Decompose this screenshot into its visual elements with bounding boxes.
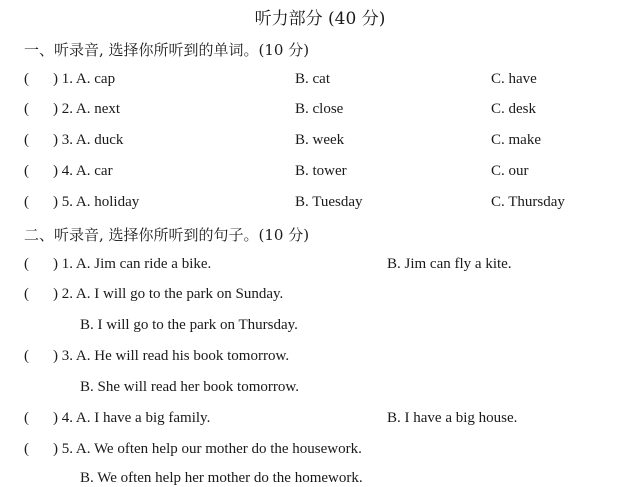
page-title: 听力部分 (40 分) (254, 9, 386, 29)
sentence-question-4 (24, 410, 624, 432)
option-b: B. We often help her mother do the homework. (80, 470, 363, 486)
option-b: B. Tuesday (295, 194, 363, 210)
answer-bracket: ( (24, 256, 29, 272)
answer-bracket: ( (24, 441, 29, 457)
option-a: ) 3. A. He will read his book tomorrow. (53, 348, 290, 364)
option-b: B. Jim can fly a kite. (387, 256, 512, 272)
option-a: ) 2. A. I will go to the park on Sunday. (53, 286, 284, 302)
answer-bracket: ( (24, 132, 29, 148)
option-b: B. tower (295, 163, 347, 179)
answer-bracket: ( (24, 286, 29, 302)
answer-bracket: ( (24, 410, 29, 426)
option-c: C. our (491, 163, 529, 179)
option-a: ) 5. A. We often help our mother do the housework. (53, 441, 362, 457)
word-question-4 (24, 163, 624, 185)
option-a: ) 3. A. duck (53, 132, 124, 148)
option-c: C. make (491, 132, 541, 148)
option-b: B. cat (295, 71, 330, 87)
option-c: C. desk (491, 101, 536, 117)
option-b: B. I have a big house. (387, 410, 518, 426)
option-c: C. have (491, 71, 537, 87)
option-b: B. close (295, 101, 344, 117)
answer-bracket: ( (24, 194, 29, 210)
word-question-3 (24, 132, 624, 154)
answer-bracket: ( (24, 71, 29, 87)
option-a: ) 5. A. holiday (53, 194, 140, 210)
section2-heading: 二、听录音, 选择你所听到的句子。(10 分) (24, 226, 310, 244)
answer-bracket: ( (24, 348, 29, 364)
sentence-question-3 (24, 348, 624, 370)
word-question-1 (24, 71, 624, 93)
option-a: ) 1. A. Jim can ride a bike. (53, 256, 212, 272)
option-a: ) 2. A. next (53, 101, 121, 117)
option-a: ) 4. A. I have a big family. (53, 410, 211, 426)
answer-bracket: ( (24, 163, 29, 179)
option-b: B. I will go to the park on Thursday. (80, 317, 298, 333)
option-b: B. She will read her book tomorrow. (80, 379, 299, 395)
word-question-2 (24, 101, 624, 123)
sentence-question-2 (24, 286, 624, 308)
option-a: ) 4. A. car (53, 163, 113, 179)
section1-heading: 一、听录音, 选择你所听到的单词。(10 分) (24, 41, 310, 59)
sentence-question-5 (24, 441, 624, 463)
word-question-5 (24, 194, 624, 216)
sentence-question-1 (24, 256, 624, 278)
option-c: C. Thursday (491, 194, 565, 210)
option-b: B. week (295, 132, 345, 148)
answer-bracket: ( (24, 101, 29, 117)
option-a: ) 1. A. cap (53, 71, 116, 87)
